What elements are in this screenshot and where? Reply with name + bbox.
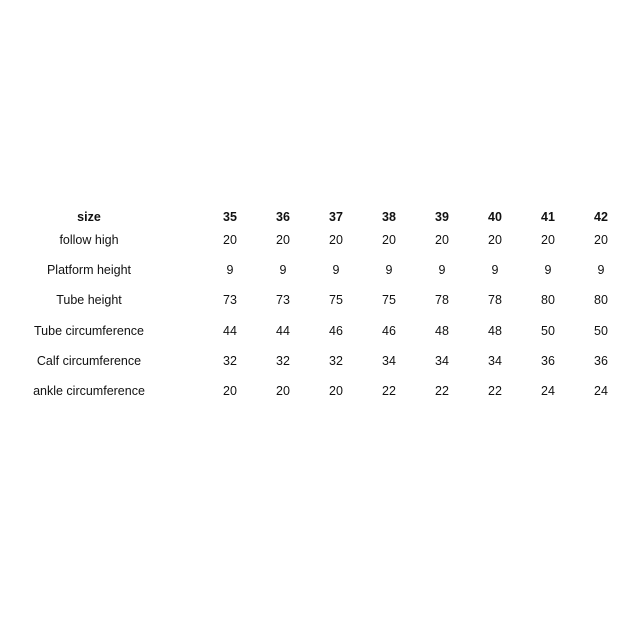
table-cell: 78 bbox=[435, 293, 449, 307]
table-cell: 48 bbox=[435, 324, 449, 338]
table-cell: 50 bbox=[594, 324, 608, 338]
table-cell: 73 bbox=[223, 293, 237, 307]
table-cell: 9 bbox=[279, 263, 287, 277]
table-cell: 22 bbox=[435, 384, 449, 398]
table-row-tube-height bbox=[0, 290, 630, 310]
table-cell: 34 bbox=[488, 354, 502, 368]
row-label: ankle circumference bbox=[33, 384, 145, 398]
table-cell: 20 bbox=[223, 384, 237, 398]
table-cell: 44 bbox=[223, 324, 237, 338]
row-label: Calf circumference bbox=[36, 354, 142, 368]
table-cell: 20 bbox=[594, 233, 608, 247]
table-row-calf-circumference bbox=[0, 351, 630, 371]
row-label: Tube height bbox=[56, 293, 122, 307]
table-cell: 32 bbox=[329, 354, 343, 368]
table-cell: 20 bbox=[541, 233, 555, 247]
row-label: Tube circumference bbox=[34, 324, 144, 338]
table-cell: 46 bbox=[329, 324, 343, 338]
table-header-row bbox=[0, 207, 630, 227]
table-row-platform-height bbox=[0, 260, 630, 280]
table-cell: 20 bbox=[382, 233, 396, 247]
header-size-39: 39 bbox=[435, 210, 449, 224]
table-cell: 22 bbox=[488, 384, 502, 398]
table-cell: 48 bbox=[488, 324, 502, 338]
table-cell: 50 bbox=[541, 324, 555, 338]
table-cell: 80 bbox=[541, 293, 555, 307]
table-cell: 20 bbox=[435, 233, 449, 247]
header-size-36: 36 bbox=[276, 210, 290, 224]
table-cell: 75 bbox=[382, 293, 396, 307]
table-cell: 9 bbox=[491, 263, 499, 277]
table-cell: 9 bbox=[597, 263, 605, 277]
header-size-37: 37 bbox=[329, 210, 343, 224]
table-cell: 22 bbox=[382, 384, 396, 398]
table-cell: 32 bbox=[276, 354, 290, 368]
table-cell: 34 bbox=[435, 354, 449, 368]
table-cell: 34 bbox=[382, 354, 396, 368]
table-cell: 9 bbox=[385, 263, 393, 277]
header-size-38: 38 bbox=[382, 210, 396, 224]
header-label-size: size bbox=[77, 210, 101, 224]
table-cell: 9 bbox=[544, 263, 552, 277]
table-cell: 9 bbox=[332, 263, 340, 277]
table-cell: 9 bbox=[226, 263, 234, 277]
table-cell: 36 bbox=[594, 354, 608, 368]
table-cell: 20 bbox=[329, 233, 343, 247]
table-cell: 24 bbox=[541, 384, 555, 398]
header-size-40: 40 bbox=[488, 210, 502, 224]
table-cell: 20 bbox=[329, 384, 343, 398]
header-size-35: 35 bbox=[223, 210, 237, 224]
table-row-ankle-circumference bbox=[0, 381, 630, 401]
table-cell: 20 bbox=[488, 233, 502, 247]
table-cell: 9 bbox=[438, 263, 446, 277]
header-size-42: 42 bbox=[594, 210, 608, 224]
table-cell: 75 bbox=[329, 293, 343, 307]
table-cell: 24 bbox=[594, 384, 608, 398]
table-cell: 20 bbox=[276, 233, 290, 247]
table-cell: 20 bbox=[276, 384, 290, 398]
table-row-follow-high bbox=[0, 230, 630, 250]
header-size-41: 41 bbox=[541, 210, 555, 224]
table-cell: 73 bbox=[276, 293, 290, 307]
table-cell: 44 bbox=[276, 324, 290, 338]
table-row-tube-circumference bbox=[0, 321, 630, 341]
table-cell: 78 bbox=[488, 293, 502, 307]
table-cell: 36 bbox=[541, 354, 555, 368]
table-cell: 32 bbox=[223, 354, 237, 368]
row-label: follow high bbox=[59, 233, 119, 247]
table-cell: 80 bbox=[594, 293, 608, 307]
row-label: Platform height bbox=[46, 263, 132, 277]
table-cell: 20 bbox=[223, 233, 237, 247]
table-cell: 46 bbox=[382, 324, 396, 338]
